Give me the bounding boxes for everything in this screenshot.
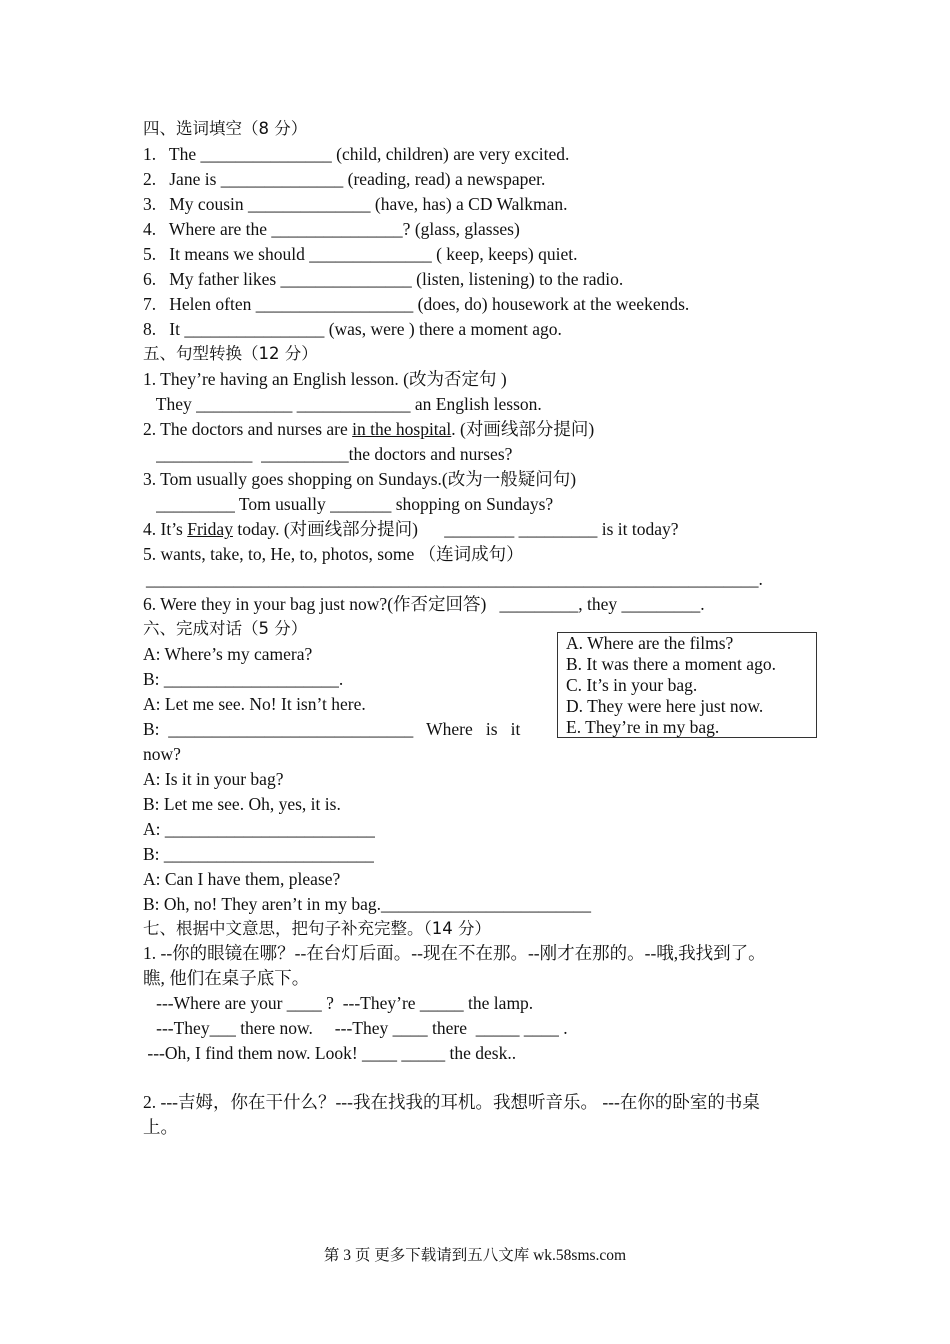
dialogue-line-2: B: ____________________. xyxy=(143,669,344,689)
section6-heading: 六、完成对话（5 分） xyxy=(143,619,308,638)
section4-item-3: 3. My cousin ______________ (have, has) a CD Walkman. xyxy=(143,194,568,214)
section7-q2-chinese-line1: 2. ---吉姆，你在干什么？---我在找我的耳机。我想听音乐。 ---在你的卧室的书桌 xyxy=(143,1092,760,1112)
section5-q3-answer: _________ Tom usually _______ shopping on Sundays? xyxy=(143,494,554,514)
q2-instruction: . (对画线部分提问) xyxy=(451,419,595,439)
section5-heading: 五、句型转换（12 分） xyxy=(143,344,318,363)
option-e: E. They’re in my bag. xyxy=(566,717,720,737)
section5-q4 xyxy=(143,517,679,541)
section7-q1-chinese-line2: 瞧, 他们在桌子底下。 xyxy=(143,968,310,988)
section5-q3: 3. Tom usually goes shopping on Sundays.(改为一般疑问句) xyxy=(143,469,577,489)
section7-q1-chinese-line1: 1. --你的眼镜在哪？--在台灯后面。--现在不在那。--刚才在那的。--哦,我找到了。 xyxy=(143,943,766,963)
section7-q1-english-3: ---Oh, I find them now. Look! ____ _____ the desk.. xyxy=(143,1043,517,1063)
section5-q1: 1. They’re having an English lesson. (改为否定句 ) xyxy=(143,369,507,389)
section7-q1-english-2: ---They___ there now. ---They ____ there _____ ____ . xyxy=(143,1018,568,1038)
section4-item-5: 5. It means we should ______________ ( keep, keeps) quiet. xyxy=(143,244,578,264)
section5-q6: 6. Were they in your bag just now?(作否定回答) _________, they _________. xyxy=(143,594,705,614)
q2-underlined-text: in the hospital xyxy=(352,419,452,439)
dialogue-line-11: B: Oh, no! They aren’t in my bag.________________________ xyxy=(143,894,591,914)
q4-text: 4. It’s xyxy=(143,519,188,539)
option-d: D. They were here just now. xyxy=(566,696,764,716)
section4-item-1: 1. The _______________ (child, children) are very excited. xyxy=(143,144,570,164)
dialogue-line-4: B: ____________________________ Where is it xyxy=(143,719,521,739)
section4-item-7: 7. Helen often __________________ (does, do) housework at the weekends. xyxy=(143,294,690,314)
section5-q5-answer: ______________________________________________________________________. xyxy=(146,569,763,589)
section4-item-4: 4. Where are the _______________? (glass, glasses) xyxy=(143,219,520,239)
option-a: A. Where are the films? xyxy=(566,633,734,653)
q4-underlined-text: Friday xyxy=(187,519,233,539)
dialogue-line-10: A: Can I have them, please? xyxy=(143,869,341,889)
section4-item-2: 2. Jane is ______________ (reading, read) a newspaper. xyxy=(143,169,546,189)
q4-instruction: today. (对画线部分提问) ________ _________ is it today? xyxy=(232,519,679,539)
section5-q2-answer: ___________ __________the doctors and nurses? xyxy=(143,444,513,464)
section4-heading: 四、选词填空（8 分） xyxy=(143,119,308,138)
dialogue-line-9: B: ________________________ xyxy=(143,844,374,864)
dialogue-line-5: now? xyxy=(143,744,181,764)
dialogue-line-1: A: Where’s my camera? xyxy=(143,644,313,664)
option-c: C. It’s in your bag. xyxy=(566,675,698,695)
section5-q2 xyxy=(143,417,594,441)
dialogue-line-3: A: Let me see. No! It isn’t here. xyxy=(143,694,366,714)
q2-text: 2. The doctors and nurses are xyxy=(143,419,353,439)
section4-item-6: 6. My father likes _______________ (listen, listening) to the radio. xyxy=(143,269,624,289)
section5-q1-answer: They ___________ _____________ an English lesson. xyxy=(143,394,542,414)
section5-q5: 5. wants, take, to, He, to, photos, some （连词成句） xyxy=(143,544,524,564)
section7-q2-chinese-line2: 上。 xyxy=(143,1117,178,1137)
options-box xyxy=(557,632,817,738)
section7-q1-english-1: ---Where are your ____ ? ---They’re _____ the lamp. xyxy=(143,993,534,1013)
section7-heading: 七、根据中文意思，把句子补充完整。（14 分） xyxy=(143,919,491,938)
dialogue-line-6: A: Is it in your bag? xyxy=(143,769,284,789)
dialogue-line-7: B: Let me see. Oh, yes, it is. xyxy=(143,794,341,814)
page-footer: 第 3 页 更多下载请到五八文库 wk.58sms.com xyxy=(323,1247,627,1264)
dialogue-line-8: A: ________________________ xyxy=(143,819,375,839)
option-b: B. It was there a moment ago. xyxy=(566,654,776,674)
section4-item-8: 8. It ________________ (was, were ) there a moment ago. xyxy=(143,319,562,339)
